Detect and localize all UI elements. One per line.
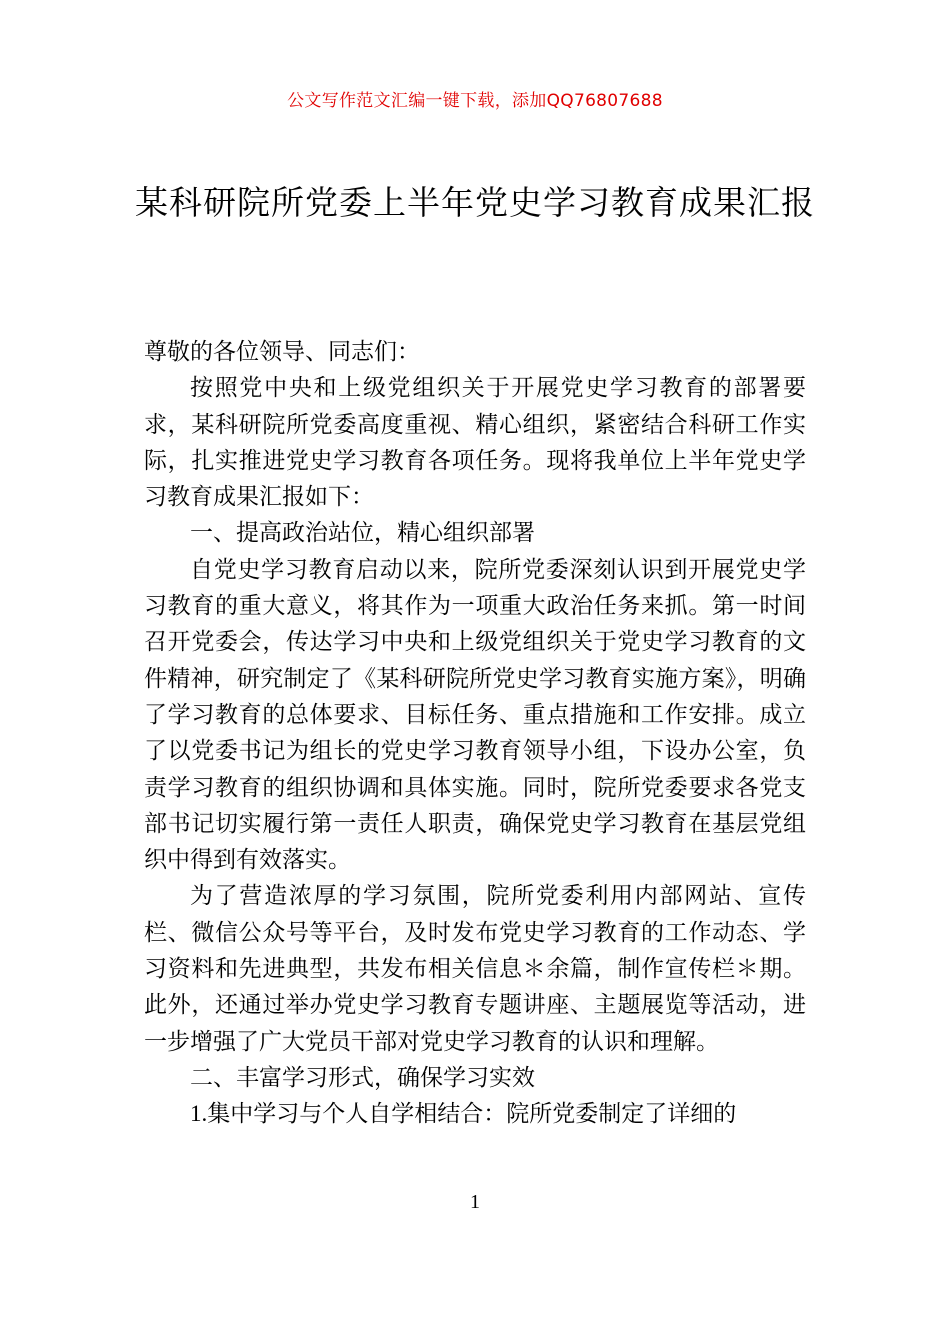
intro-paragraph: 按照党中央和上级党组织关于开展党史学习教育的部署要求，某科研院所党委高度重视、精心组织，紧密结合科研工作实际，扎实推进党史学习教育各项任务。现将我单位上半年党史学习教育成果汇报如下：: [144, 375, 806, 511]
page-title: 某科研院所党委上半年党史学习教育成果汇报: [135, 183, 815, 222]
page-number: 1: [470, 1191, 480, 1213]
salutation: 尊敬的各位领导、同志们：: [144, 339, 420, 365]
section-2-heading: 二、丰富学习形式，确保学习实效: [190, 1064, 535, 1091]
section-1-heading: 一、提高政治站位，精心组织部署: [190, 520, 535, 547]
document-body: [144, 334, 806, 1133]
section-1-paragraph-2: 为了营造浓厚的学习氛围，院所党委利用内部网站、宣传栏、微信公众号等平台，及时发布党史学习教育的工作动态、学习资料和先进典型，共发布相关信息＊余篇，制作宣传栏＊期。此外，还通过举办党史学习教育专题讲座、主题展览等活动，进一步增强了广大党员干部对党史学习教育的认识和理解。: [144, 883, 806, 1055]
item-1-number: 1.: [190, 1101, 208, 1127]
section-2-item-1: [144, 1096, 806, 1132]
section-1-paragraph-1: 自党史学习教育启动以来，院所党委深刻认识到开展党史学习教育的重大意义，将其作为一项重大政治任务来抓。第一时间召开党委会，传达学习中央和上级党组织关于党史学习教育的文件精神，研究制定了《某科研院所党史学习教育实施方案》，明确了学习教育的总体要求、目标任务、重点措施和工作安排。成立了以党委书记为组长的党史学习教育领导小组，下设办公室，负责学习教育的组织协调和具体实施。同时，院所党委要求各党支部书记切实履行第一责任人职责，确保党史学习教育在基层党组织中得到有效落实。: [144, 556, 806, 874]
item-1-text: 集中学习与个人自学相结合：院所党委制定了详细的: [207, 1101, 737, 1128]
download-banner: 公文写作范文汇编一键下载，添加QQ76807688: [287, 91, 663, 111]
